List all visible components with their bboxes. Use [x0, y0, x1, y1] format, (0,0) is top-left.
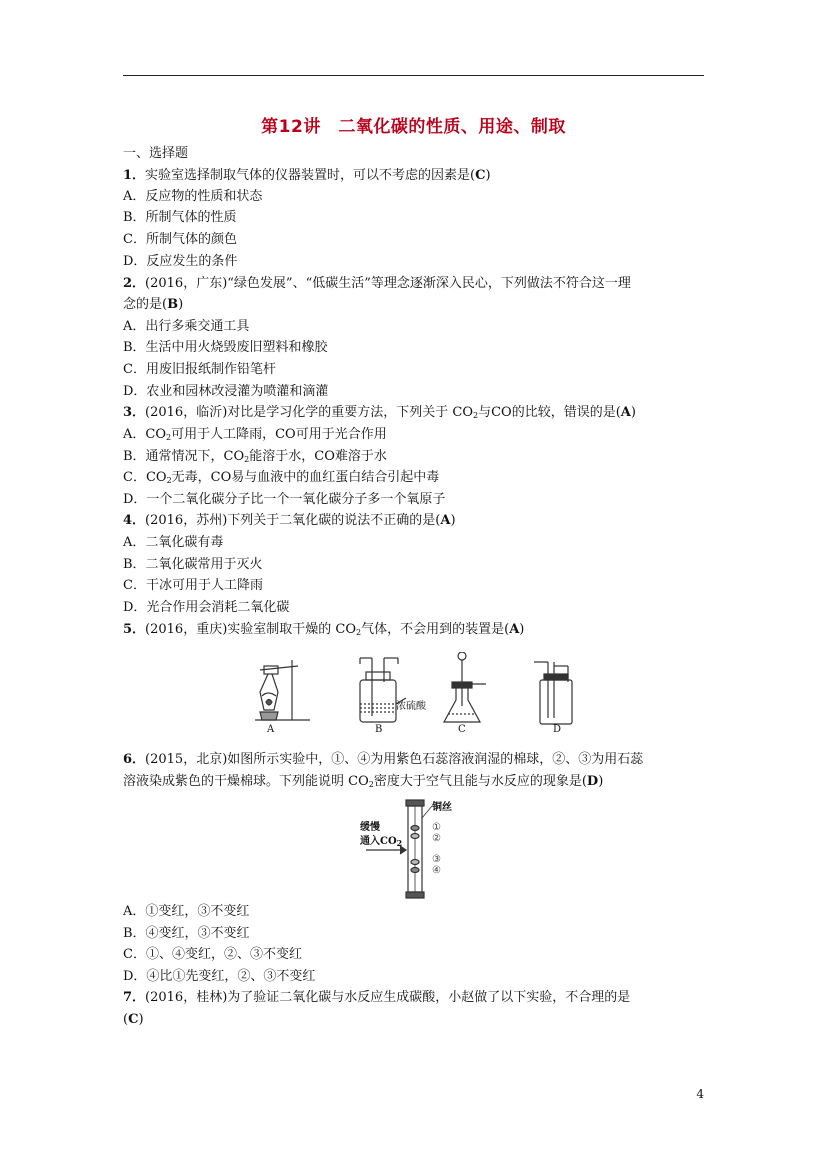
page-title: 第12讲 二氧化碳的性质、用途、制取 — [261, 117, 566, 137]
option-a: A．出行多乘交通工具 — [123, 319, 250, 334]
option-b: B．通常情况下，$CO_2$能溶于水，CO难溶于水 — [123, 449, 387, 464]
header-rule — [123, 75, 704, 76]
label-c: C — [458, 724, 466, 735]
apparatus-d — [534, 662, 572, 724]
question-number: 6． — [123, 752, 146, 767]
ball-2-label: ② — [432, 833, 441, 844]
question-6: 6．(2015，北京)如图所示实验中，①、④为用紫色石蕊溶液润湿的棉球，②、③为用石蕊 — [123, 752, 644, 767]
slow-label: 缓慢 — [360, 822, 380, 833]
question-stem: (2016，苏州)下列关于二氧化碳的说法不正确的是( — [145, 513, 441, 528]
option-d: D．农业和园林改浸灌为喷灌和滴灌 — [123, 384, 329, 399]
answer: A — [620, 405, 631, 420]
question-3: 3．(2016，临沂)对比是学习化学的重要方法，下列关于 $CO_2$与CO的比较，错误的是(A) — [123, 405, 636, 420]
ball-1-label: ① — [432, 822, 441, 833]
label-d: D — [553, 724, 562, 735]
question-stem: 实验室选择制取气体的仪器装置时，可以不考虑的因素是( — [145, 168, 476, 183]
option-d: D．一个二氧化碳分子比一个一氧化碳分子多一个氧原子 — [123, 492, 446, 507]
copper-wire-label: 铜丝 — [432, 802, 452, 813]
label-b: B — [375, 724, 383, 735]
option-d: D．④比①先变红，②、③不变红 — [123, 969, 316, 984]
option-b: B．生活中用火烧毁废旧塑料和橡胶 — [123, 340, 328, 355]
question-4: 4．(2016，苏州)下列关于二氧化碳的说法不正确的是(A) — [123, 513, 456, 528]
answer: A — [509, 622, 520, 637]
answer: C — [475, 168, 486, 183]
question-5: 5．(2016，重庆)实验室制取干燥的 $CO_2$气体，不会用到的装置是(A) — [123, 622, 525, 637]
apparatus-figure — [250, 652, 580, 740]
option-c: C．所制气体的颜色 — [123, 232, 237, 247]
answer: A — [440, 513, 451, 528]
question-number: 2． — [123, 276, 146, 291]
answer: C — [128, 1012, 139, 1027]
ball-3-label: ③ — [432, 854, 441, 865]
question-2 — [123, 276, 631, 292]
question-7 — [123, 990, 630, 1006]
question-stem: (2016，桂林)为了验证二氧化碳与水反应生成碳酸，小赵做了以下实验，不合理的是 — [145, 990, 631, 1005]
question-7-answer: (C) — [123, 1012, 144, 1027]
option-a: A．反应物的性质和状态 — [123, 189, 263, 204]
option-d: D．光合作用会消耗二氧化碳 — [123, 600, 290, 615]
option-c: C．干冰可用于人工降雨 — [123, 578, 263, 593]
question-1: 1．实验室选择制取气体的仪器装置时，可以不考虑的因素是(C) — [123, 168, 491, 183]
apparatus-a — [255, 660, 310, 720]
option-a: A．二氧化碳有毒 — [123, 535, 224, 550]
section-heading: 一、选择题 — [123, 146, 189, 161]
co2-tube-figure — [360, 798, 470, 900]
question-stem: (2016，广东)“绿色发展”、“低碳生活”等理念逐渐深入民心，下列做法不符合这一理 — [145, 276, 631, 291]
question-number: 4． — [123, 513, 146, 528]
option-a: A．$CO_2$可用于人工降雨，CO可用于光合作用 — [123, 427, 387, 442]
ball-4-label: ④ — [432, 865, 441, 876]
apparatus-c — [444, 652, 486, 722]
option-b: B．二氧化碳常用于灭火 — [123, 557, 263, 572]
label-a: A — [267, 724, 275, 735]
question-number: 7． — [123, 990, 146, 1005]
question-number: 5． — [123, 622, 146, 637]
option-c: C．①、④变红，②、③不变红 — [123, 947, 302, 962]
question-6-cont: 溶液染成紫色的干燥棉球。下列能说明 $CO_2$密度大于空气且能与水反应的现象是(D) — [123, 774, 604, 789]
answer: B — [167, 297, 179, 312]
option-d: D．反应发生的条件 — [123, 254, 238, 269]
concentrated-sulfuric-acid-label: 浓硫酸 — [396, 701, 426, 712]
option-b: B．④变红，③不变红 — [123, 926, 250, 941]
answer: D — [586, 774, 599, 789]
option-c: C．$CO_2$无毒，CO易与血液中的血红蛋白结合引起中毒 — [123, 470, 440, 485]
question-number: 1． — [123, 168, 146, 183]
option-a: A．①变红，③不变红 — [123, 904, 250, 919]
option-b: B．所制气体的性质 — [123, 210, 237, 225]
question-2-cont: 念的是(B) — [123, 297, 184, 312]
option-c: C．用废旧报纸制作铅笔杆 — [123, 362, 276, 377]
page-number: 4 — [696, 1087, 704, 1101]
question-number: 3． — [123, 405, 146, 420]
co2-inlet-label: 通入$CO_2$ — [360, 836, 403, 848]
apparatus-b — [360, 658, 406, 722]
